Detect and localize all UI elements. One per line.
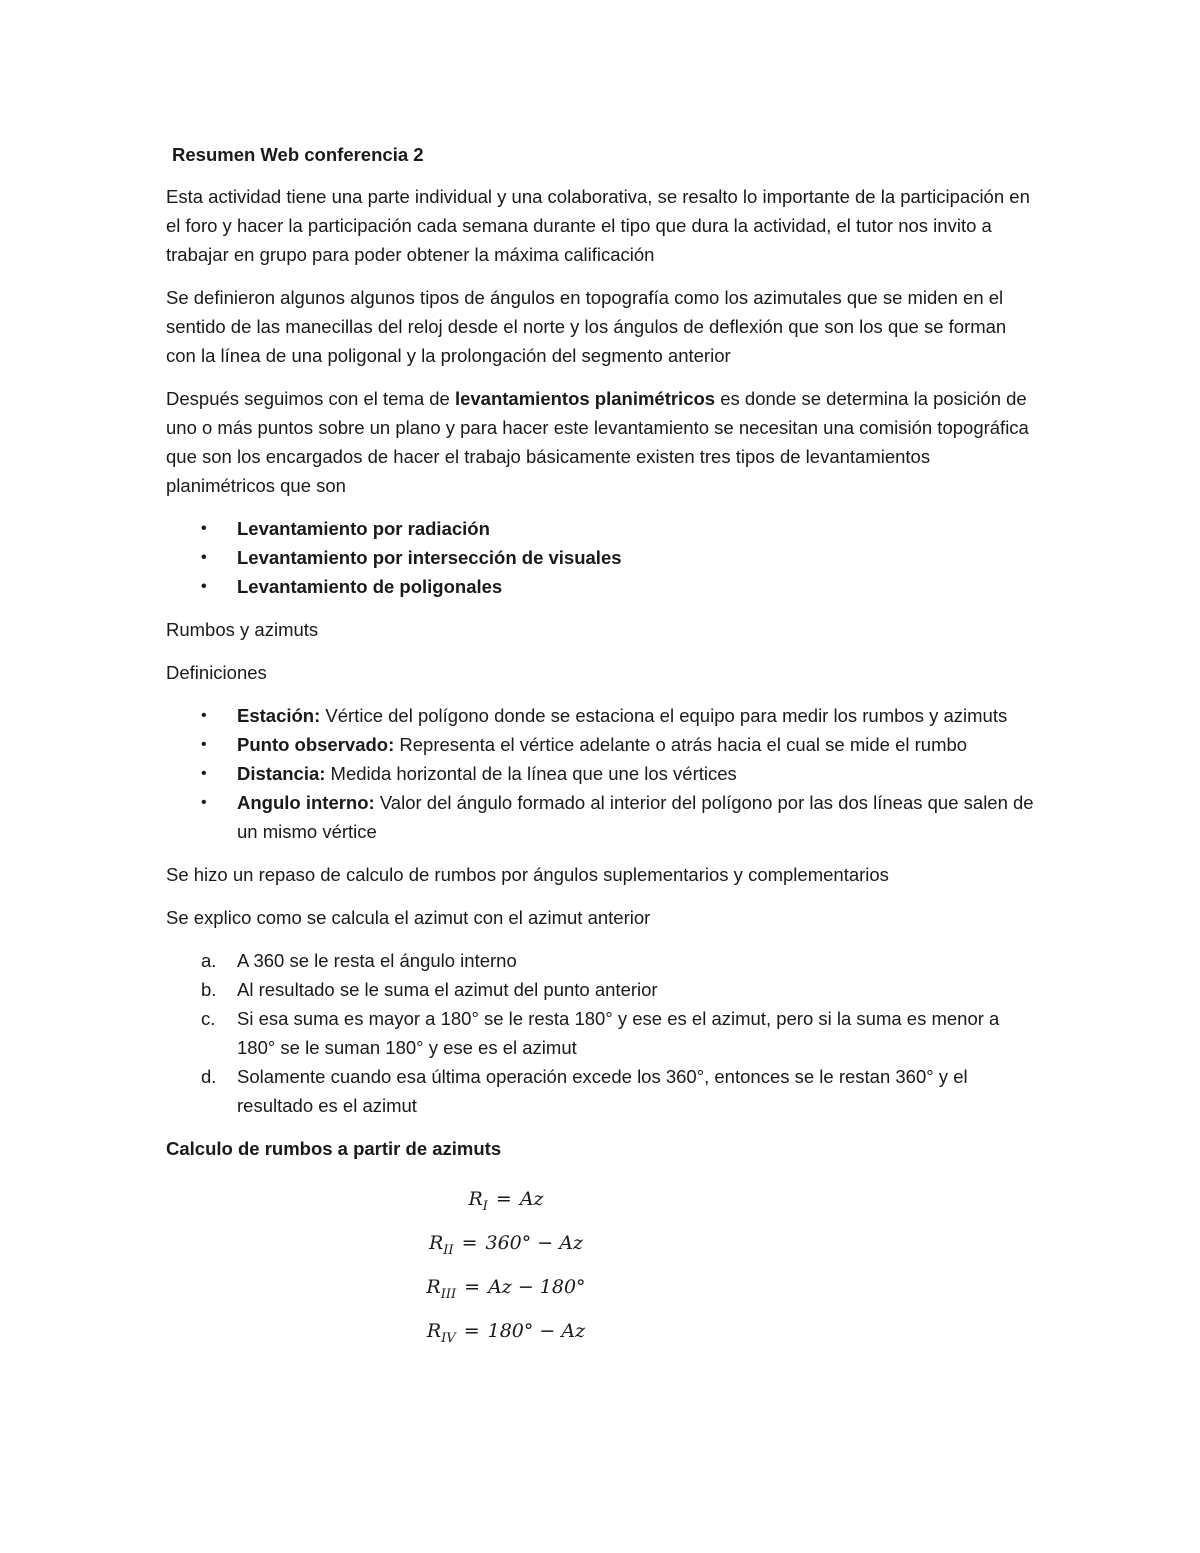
bullet-marker: •	[201, 549, 207, 566]
definition-text: Valor del ángulo formado al interior del polígono por las dos líneas que salen de un mismo vértice	[237, 792, 1034, 842]
list-item	[166, 759, 1040, 788]
equation-rhs: Az − 180°	[488, 1276, 586, 1298]
paragraph-azimut: Se explico como se calcula el azimut con el azimut anterior	[166, 907, 651, 928]
definiciones-heading: Definiciones	[166, 662, 267, 683]
list-item	[166, 730, 1040, 759]
definitions-list	[166, 701, 1040, 846]
equation-lhs: R	[468, 1188, 483, 1210]
step-text: A 360 se le resta el ángulo interno	[237, 950, 517, 971]
list-item-text: Levantamiento de poligonales	[237, 576, 503, 597]
definition-text: Representa el vértice adelante o atrás hacia el cual se mide el rumbo	[394, 734, 968, 755]
bullet-marker: •	[201, 765, 207, 782]
paragraph-review: Se hizo un repaso de calculo de rumbos por ángulos suplementarios y complementarios	[166, 864, 889, 885]
survey-types-list	[166, 514, 1040, 601]
paragraph-surveys-prefix: Después seguimos con el tema de	[166, 388, 455, 409]
bullet-marker: •	[201, 707, 207, 724]
definition-term: Punto observado:	[237, 734, 395, 755]
equation-lhs: R	[428, 1232, 444, 1254]
list-item	[166, 572, 1040, 601]
list-item	[166, 946, 1040, 975]
bullet-marker: •	[201, 578, 207, 595]
equation-rhs: 360° − Az	[485, 1232, 583, 1254]
equation-rhs: Az	[519, 1188, 544, 1210]
definition-term: Angulo interno:	[237, 792, 375, 813]
paragraph-surveys-bold: levantamientos planimétricos	[454, 388, 716, 409]
paragraph-angles: Se definieron algunos algunos tipos de ángulos en topografía como los azimutales que se miden en el sentido de las manecillas del reloj desde el norte y los ángulos de deflexión que son los que se forman con la línea de una poligonal y la prolongación del segmento anterior	[166, 287, 1007, 366]
step-text: Si esa suma es mayor a 180° se le resta 180° y ese es el azimut, pero si la suma es menor a 180° se le suman 180° y ese es el azimut	[237, 1008, 1000, 1058]
list-item-text: Levantamiento por intersección de visuales	[237, 547, 622, 568]
list-item-text: Levantamiento por radiación	[237, 518, 490, 539]
equation-subscript: III	[440, 1286, 457, 1302]
step-marker: b.	[201, 979, 217, 1000]
document-title: Resumen Web conferencia 2	[172, 144, 424, 165]
step-marker: c.	[201, 1008, 216, 1029]
equation-subscript: I	[482, 1198, 488, 1214]
equation-lhs: R	[426, 1276, 441, 1298]
step-marker: d.	[201, 1066, 217, 1087]
definition-text: Vértice del polígono donde se estaciona el equipo para medir los rumbos y azimuts	[320, 705, 1008, 726]
bullet-marker: •	[201, 794, 207, 811]
equals-sign: =	[461, 1232, 478, 1254]
equation-subscript: IV	[441, 1330, 456, 1346]
equals-sign: =	[463, 1320, 480, 1342]
equation-r4	[356, 1309, 656, 1353]
azimut-steps-list	[166, 946, 1040, 1120]
list-item	[166, 1004, 1040, 1062]
bullet-marker: •	[201, 520, 207, 537]
bullet-marker: •	[201, 736, 207, 753]
list-item	[166, 701, 1040, 730]
paragraph-surveys-suffix: es donde se determina la posición de uno o más puntos sobre un plano y para hacer este levantamiento se necesitan una comisión topográfica que son los encargados de hacer el trabajo básicamente existen tres tipos de levantamientos planimétricos que son	[166, 388, 1029, 496]
equation-r1	[356, 1177, 656, 1221]
step-text: Solamente cuando esa última operación excede los 360°, entonces se le restan 360° y el resultado es el azimut	[237, 1066, 968, 1116]
calc-heading: Calculo de rumbos a partir de azimuts	[166, 1138, 502, 1159]
list-item	[166, 975, 1040, 1004]
paragraph-surveys	[166, 384, 1040, 500]
equals-sign: =	[495, 1188, 512, 1210]
step-text: Al resultado se le suma el azimut del punto anterior	[237, 979, 658, 1000]
definition-term: Distancia:	[237, 763, 326, 784]
list-item	[166, 1062, 1040, 1120]
rumbos-heading: Rumbos y azimuts	[166, 619, 319, 640]
list-item	[166, 788, 1040, 846]
definition-term: Estación:	[237, 705, 321, 726]
definition-text: Medida horizontal de la línea que une los vértices	[325, 763, 737, 784]
paragraph-activity: Esta actividad tiene una parte individual y una colaborativa, se resalto lo importante de la participación en el foro y hacer la participación cada semana durante el tipo que dura la actividad, el tutor nos invito a trabajar en grupo para poder obtener la máxima calificación	[166, 186, 1030, 265]
equation-r3	[356, 1265, 656, 1309]
equation-subscript: II	[443, 1242, 454, 1258]
equals-sign: =	[464, 1276, 481, 1298]
list-item	[166, 514, 1040, 543]
equation-r2	[356, 1221, 656, 1265]
equation-rhs: 180° − Az	[487, 1320, 586, 1342]
equations-block	[166, 1177, 856, 1353]
step-marker: a.	[201, 950, 217, 971]
list-item	[166, 543, 1040, 572]
equation-lhs: R	[426, 1320, 442, 1342]
